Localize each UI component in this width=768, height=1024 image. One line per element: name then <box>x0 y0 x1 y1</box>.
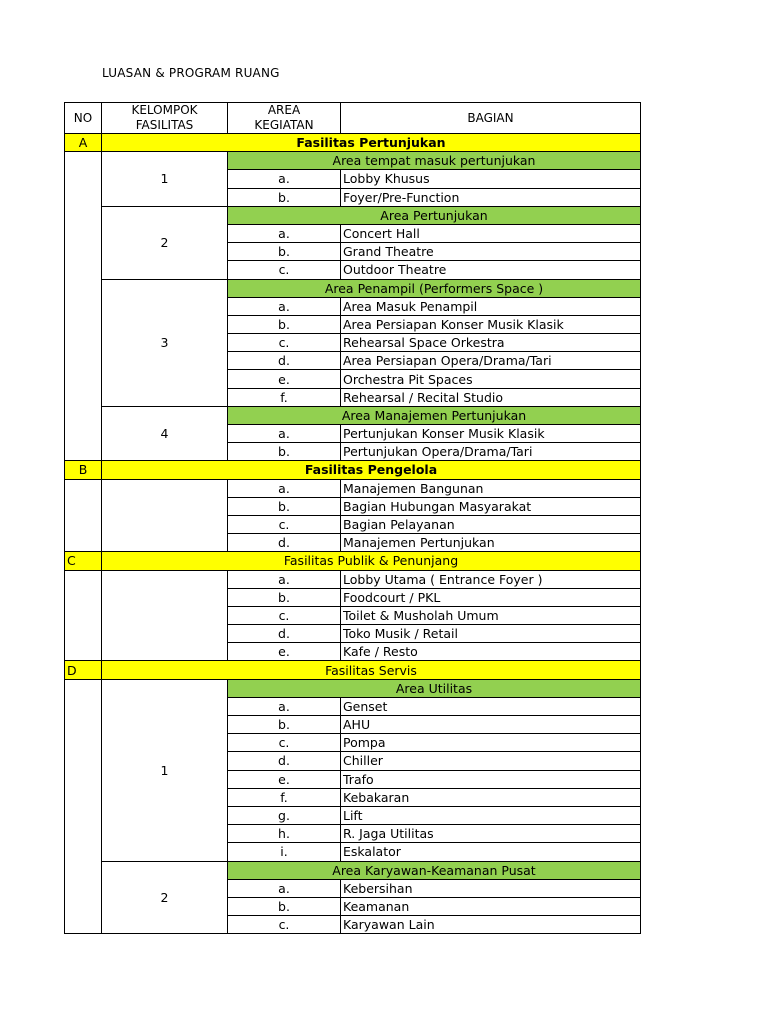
item-letter: a. <box>228 697 341 715</box>
item-letter: c. <box>228 734 341 752</box>
item-letter: b. <box>228 188 341 206</box>
item-letter: d. <box>228 534 341 552</box>
group-number: 2 <box>102 861 228 934</box>
item-name: R. Jaga Utilitas <box>341 825 641 843</box>
item-letter: b. <box>228 716 341 734</box>
item-letter: d. <box>228 352 341 370</box>
header-no: NO <box>65 103 102 134</box>
section-title: Fasilitas Pertunjukan <box>102 134 641 152</box>
item-name: Kebersihan <box>341 879 641 897</box>
item-letter: a. <box>228 879 341 897</box>
header-kelompok <box>102 103 228 134</box>
item-letter: a. <box>228 479 341 497</box>
item-name: Area Masuk Penampil <box>341 297 641 315</box>
group-row <box>65 206 641 224</box>
item-row <box>65 570 641 588</box>
header-area <box>228 103 341 134</box>
group-number: 1 <box>102 152 228 207</box>
item-letter: f. <box>228 388 341 406</box>
item-letter: e. <box>228 643 341 661</box>
header-area-line1: AREA <box>267 103 301 117</box>
header-area-line2: KEGIATAN <box>254 118 314 132</box>
header-row <box>65 103 641 134</box>
item-letter: b. <box>228 315 341 333</box>
group-number: 2 <box>102 206 228 279</box>
item-name: Manajemen Pertunjukan <box>341 534 641 552</box>
item-letter: g. <box>228 806 341 824</box>
header-kelompok-line2: FASILITAS <box>135 118 194 132</box>
group-number: 1 <box>102 679 228 861</box>
no-cell-blank <box>65 152 102 461</box>
group-title: Area Utilitas <box>228 679 641 697</box>
group-title: Area Pertunjukan <box>228 206 641 224</box>
item-name: Keamanan <box>341 897 641 915</box>
item-name: Area Persiapan Konser Musik Klasik <box>341 315 641 333</box>
item-name: Lobby Khusus <box>341 170 641 188</box>
no-cell-blank <box>65 479 102 552</box>
item-name: Concert Hall <box>341 224 641 242</box>
header-kelompok-line1: KELOMPOK <box>131 103 198 117</box>
section-title: Fasilitas Publik & Penunjang <box>102 552 641 570</box>
no-cell-blank <box>65 679 102 934</box>
item-name: Foyer/Pre-Function <box>341 188 641 206</box>
item-letter: e. <box>228 370 341 388</box>
item-row <box>65 479 641 497</box>
item-letter: a. <box>228 297 341 315</box>
item-letter: h. <box>228 825 341 843</box>
item-name: Rehearsal Space Orkestra <box>341 334 641 352</box>
kelompok-cell-blank <box>102 479 228 552</box>
item-name: Foodcourt / PKL <box>341 588 641 606</box>
item-name: Lift <box>341 806 641 824</box>
item-letter: b. <box>228 588 341 606</box>
item-letter: c. <box>228 606 341 624</box>
section-letter: C <box>65 552 102 570</box>
kelompok-cell-blank <box>102 570 228 661</box>
item-letter: i. <box>228 843 341 861</box>
group-row <box>65 279 641 297</box>
item-name: Area Persiapan Opera/Drama/Tari <box>341 352 641 370</box>
item-name: Orchestra Pit Spaces <box>341 370 641 388</box>
item-letter: b. <box>228 443 341 461</box>
item-name: Trafo <box>341 770 641 788</box>
item-name: Kafe / Resto <box>341 643 641 661</box>
item-name: Bagian Pelayanan <box>341 515 641 533</box>
group-number: 4 <box>102 406 228 461</box>
item-letter: a. <box>228 224 341 242</box>
document-title: LUASAN & PROGRAM RUANG <box>102 66 280 80</box>
item-letter: b. <box>228 897 341 915</box>
item-letter: d. <box>228 752 341 770</box>
section-row <box>65 661 641 679</box>
item-letter: b. <box>228 497 341 515</box>
item-letter: c. <box>228 515 341 533</box>
item-name: Toilet & Musholah Umum <box>341 606 641 624</box>
item-letter: e. <box>228 770 341 788</box>
item-name: Pertunjukan Konser Musik Klasik <box>341 425 641 443</box>
item-name: Pompa <box>341 734 641 752</box>
group-row <box>65 679 641 697</box>
group-row <box>65 406 641 424</box>
section-row <box>65 461 641 479</box>
group-title: Area tempat masuk pertunjukan <box>228 152 641 170</box>
section-letter: D <box>65 661 102 679</box>
no-cell-blank <box>65 570 102 661</box>
item-name: Chiller <box>341 752 641 770</box>
item-name: Karyawan Lain <box>341 916 641 934</box>
item-letter: b. <box>228 243 341 261</box>
item-name: Lobby Utama ( Entrance Foyer ) <box>341 570 641 588</box>
item-name: AHU <box>341 716 641 734</box>
item-letter: f. <box>228 788 341 806</box>
item-name: Rehearsal / Recital Studio <box>341 388 641 406</box>
item-letter: c. <box>228 334 341 352</box>
group-title: Area Karyawan-Keamanan Pusat <box>228 861 641 879</box>
program-table <box>64 102 641 934</box>
section-letter: A <box>65 134 102 152</box>
item-name: Eskalator <box>341 843 641 861</box>
item-name: Grand Theatre <box>341 243 641 261</box>
header-bagian: BAGIAN <box>341 103 641 134</box>
item-letter: c. <box>228 916 341 934</box>
item-name: Bagian Hubungan Masyarakat <box>341 497 641 515</box>
item-name: Genset <box>341 697 641 715</box>
item-letter: a. <box>228 425 341 443</box>
item-name: Toko Musik / Retail <box>341 625 641 643</box>
group-title: Area Penampil (Performers Space ) <box>228 279 641 297</box>
item-name: Manajemen Bangunan <box>341 479 641 497</box>
item-letter: a. <box>228 570 341 588</box>
group-row <box>65 861 641 879</box>
item-name: Kebakaran <box>341 788 641 806</box>
group-row <box>65 152 641 170</box>
section-row <box>65 552 641 570</box>
section-row <box>65 134 641 152</box>
section-title: Fasilitas Servis <box>102 661 641 679</box>
item-letter: c. <box>228 261 341 279</box>
group-number: 3 <box>102 279 228 406</box>
item-name: Pertunjukan Opera/Drama/Tari <box>341 443 641 461</box>
section-letter: B <box>65 461 102 479</box>
group-title: Area Manajemen Pertunjukan <box>228 406 641 424</box>
section-title: Fasilitas Pengelola <box>102 461 641 479</box>
item-name: Outdoor Theatre <box>341 261 641 279</box>
item-letter: a. <box>228 170 341 188</box>
item-letter: d. <box>228 625 341 643</box>
